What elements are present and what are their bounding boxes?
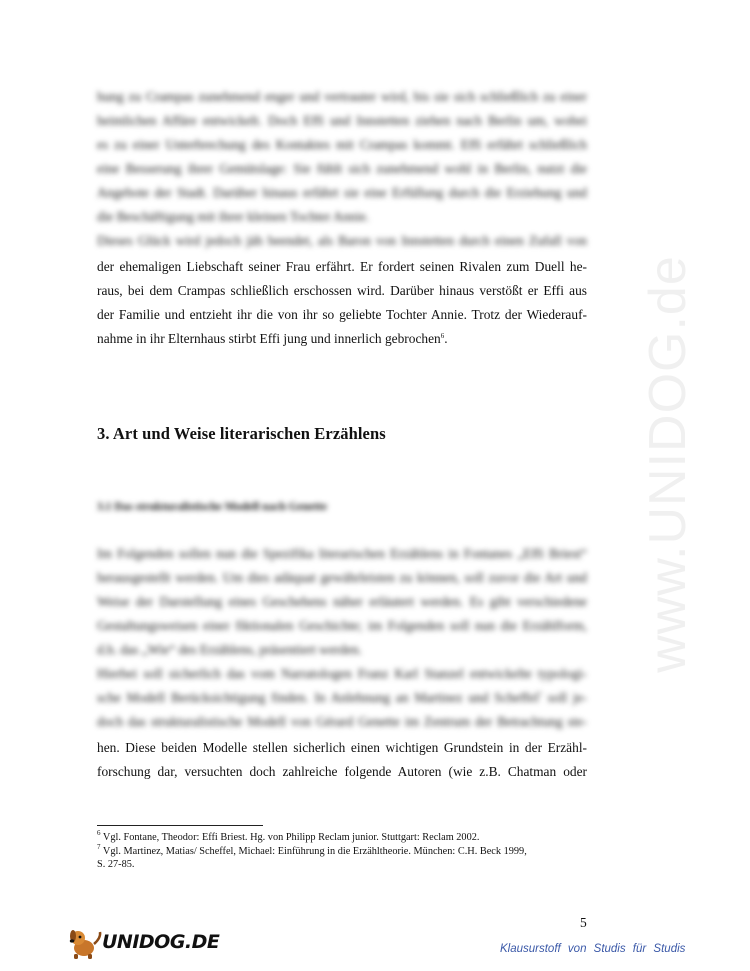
footnote-reference: 7 bbox=[538, 691, 543, 699]
footnote-text: Vgl. Fontane, Theodor: Effi Briest. Hg. von Philipp Reclam junior. Stuttgart: Reclam 2002. bbox=[102, 832, 480, 843]
body-line: forschung dar, versuchten doch zahlreiche folgende Autoren (wie z.B. Chatman oder bbox=[97, 764, 587, 779]
body-line: Angebote der Stadt. Darüber hinaus erfährt sie eine Erfüllung durch die Erziehung und bbox=[97, 185, 587, 200]
footnote-7 bbox=[97, 843, 597, 858]
watermark bbox=[608, 254, 728, 674]
footnote-number: 6 bbox=[97, 829, 101, 837]
sentence-period: . bbox=[444, 331, 448, 346]
body-line: es zu einer Unterbrechung des Kontaktes mit Crampas kommt. Effi erfährt schließlich bbox=[97, 137, 587, 152]
footer-tagline: Klausurstoff von Studis für Studis bbox=[500, 943, 686, 955]
body-line: der ehemaligen Liebschaft seiner Frau erfährt. Er fordert seinen Rivalen zum Duell he- bbox=[97, 259, 587, 274]
body-line-text: sche Modell Berücksichtigung finden. In Anlehnung an Martinez und Scheffel bbox=[97, 690, 539, 705]
page-number: 5 bbox=[580, 915, 587, 930]
body-line: Gestaltungsweisen einer fiktionalen Geschichte; im Folgenden soll nun die Erzählform, bbox=[97, 618, 587, 633]
footnote-6 bbox=[97, 829, 597, 844]
body-line: Im Folgenden sollen nun die Spezifika literarischen Erzählens in Fontanes „Effi Briest“ bbox=[97, 546, 587, 561]
body-line: die Beschäftigung mit ihrer kleinen Tochter Annie. bbox=[97, 209, 370, 224]
watermark-text: www.UNIDOG.de bbox=[639, 255, 697, 673]
body-line: hen. Diese beiden Modelle stellen sicherlich einen wichtigen Grundstein in der Erzähl- bbox=[97, 740, 587, 755]
dog-mascot-icon bbox=[66, 928, 104, 960]
body-line-tail: soll je- bbox=[542, 690, 588, 705]
subsection-heading: 3.1 Das strukturalistische Modell nach Genette bbox=[97, 501, 327, 513]
unidog-logo bbox=[66, 928, 220, 960]
body-line: der Familie und entzieht ihr die von ihr so geliebte Tochter Annie. Trotz der Wiederauf- bbox=[97, 307, 587, 322]
body-line: heimlichen Affäre entwickelt. Doch Effi und Innstetten ziehen nach Berlin um, wobei bbox=[97, 113, 587, 128]
logo-text: UNIDOG.DE bbox=[102, 931, 220, 953]
body-line: Dieses Glück wird jedoch jäh beendet, als Baron von Innstetten durch einen Zufall von bbox=[97, 233, 587, 248]
body-line: Weise der Darstellung eines Geschehens näher erläutert werden. Es gibt verschiedene bbox=[97, 594, 587, 609]
section-heading: 3. Art und Weise literarischen Erzählens bbox=[97, 424, 386, 443]
body-line: herausgestellt werden. Um dies adäquat gewährleisten zu können, soll zuvor die Art und bbox=[97, 570, 587, 585]
body-line-with-footnote bbox=[97, 690, 587, 706]
body-line: Hierbei soll sicherlich das vom Narratologen Franz Karl Stanzel entwickelte typologi- bbox=[97, 666, 587, 681]
body-line: d.h. das „Wie“ des Erzählens, präsentiert werden. bbox=[97, 642, 362, 657]
footnote-text: Vgl. Martinez, Matias/ Scheffel, Michael: Einführung in die Erzähltheorie. München: C.H. Beck 1999, bbox=[102, 846, 527, 857]
footnote-number: 7 bbox=[97, 843, 101, 851]
footnote-7-continued: S. 27-85. bbox=[97, 859, 135, 870]
body-line: doch das strukturalistische Modell von Gérard Genette im Zentrum der Betrachtung ste- bbox=[97, 714, 587, 729]
body-line: hung zu Crampas zunehmend enger und vertrauter wird, bis sie sich schließlich zu einer bbox=[97, 89, 587, 104]
body-line: raus, bei dem Crampas schließlich erschossen wird. Darüber hinaus verstößt er Effi aus bbox=[97, 283, 587, 298]
body-line: eine Besserung ihrer Gemütslage: Sie fühlt sich zunehmend wohl in Berlin, nutzt die bbox=[97, 161, 587, 176]
body-line-with-footnote bbox=[97, 331, 587, 347]
footnote-reference: 6 bbox=[440, 332, 445, 340]
footnote-divider bbox=[97, 825, 263, 826]
body-line-text: nahme in ihr Elternhaus stirbt Effi jung und innerlich gebrochen bbox=[97, 331, 441, 346]
